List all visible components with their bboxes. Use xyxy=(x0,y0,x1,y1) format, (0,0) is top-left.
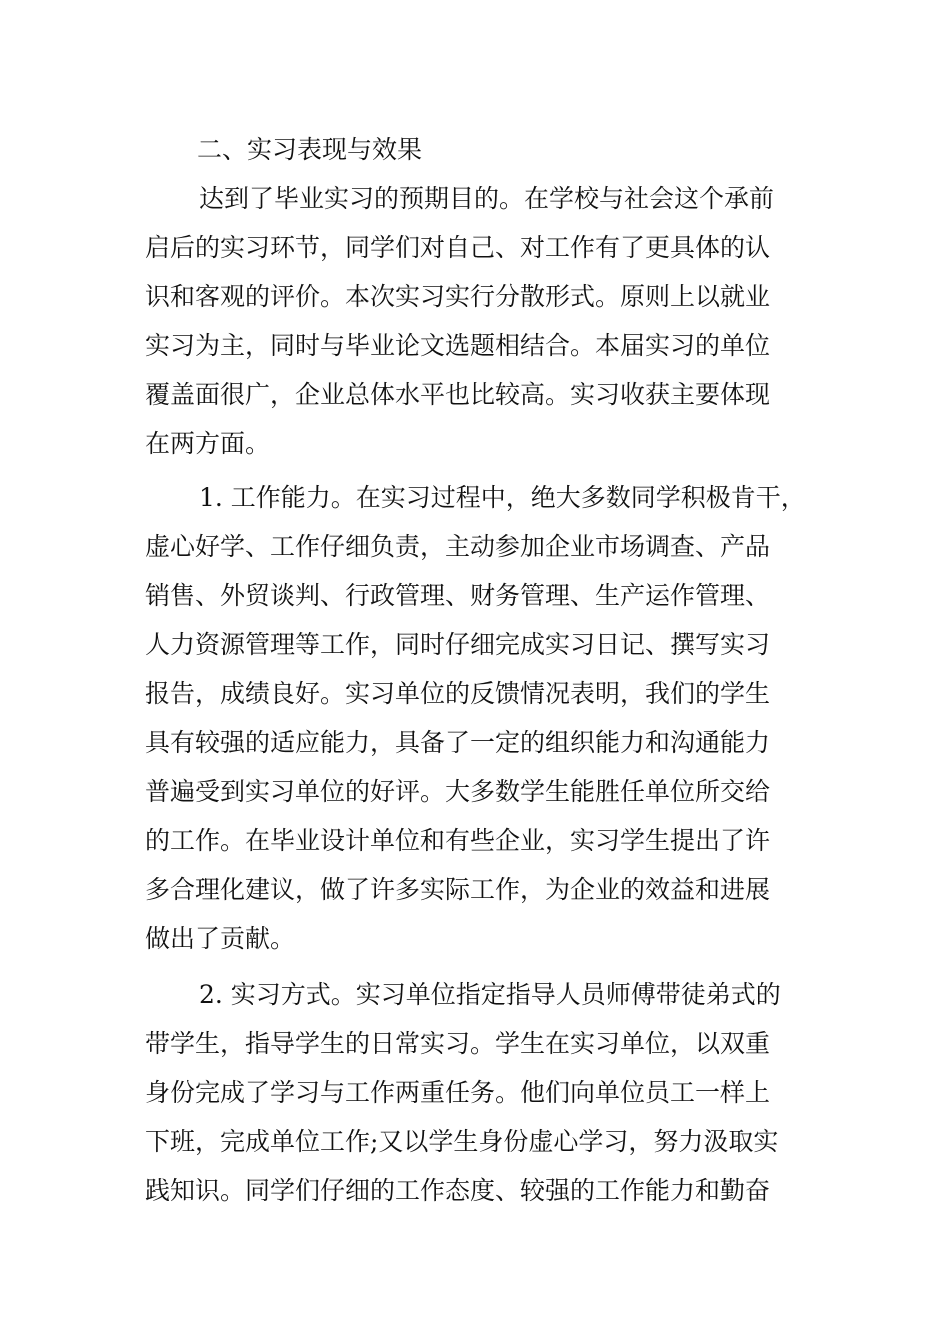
paragraph-line: 身份完成了学习与工作两重任务。他们向单位员工一样上 xyxy=(145,1078,771,1107)
paragraph-line: 实习为主，同时与毕业论文选题相结合。本届实习的单位 xyxy=(145,331,771,360)
paragraph-line: 2. 实习方式。实习单位指定指导人员师傅带徒弟式的 xyxy=(199,980,781,1009)
paragraph-line: 销售、外贸谈判、行政管理、财务管理、生产运作管理、 xyxy=(145,581,771,610)
paragraph-line: 践知识。同学们仔细的工作态度、较强的工作能力和勤奋 xyxy=(145,1176,771,1205)
paragraph-line: 报告，成绩良好。实习单位的反馈情况表明，我们的学生 xyxy=(145,679,771,708)
section-heading: 二、实习表现与效果 xyxy=(197,135,423,164)
paragraph-line: 覆盖面很广，企业总体水平也比较高。实习收获主要体现 xyxy=(145,380,771,409)
paragraph-line: 虚心好学、工作仔细负责，主动参加企业市场调查、产品 xyxy=(145,532,771,561)
paragraph-line: 1. 工作能力。在实习过程中，绝大多数同学积极肯干， xyxy=(199,483,806,512)
paragraph-line: 普遍受到实习单位的好评。大多数学生能胜任单位所交给 xyxy=(145,777,771,806)
paragraph-line: 下班，完成单位工作;又以学生身份虚心学习，努力汲取实 xyxy=(145,1127,779,1156)
paragraph-line: 多合理化建议，做了许多实际工作，为企业的效益和进展 xyxy=(145,875,771,904)
paragraph-line: 人力资源管理等工作，同时仔细完成实习日记、撰写实习 xyxy=(145,630,771,659)
paragraph-line: 识和客观的评价。本次实习实行分散形式。原则上以就业 xyxy=(145,282,771,311)
paragraph-line: 达到了毕业实习的预期目的。在学校与社会这个承前 xyxy=(199,184,775,213)
paragraph-line: 具有较强的适应能力，具备了一定的组织能力和沟通能力 xyxy=(145,728,771,757)
paragraph-line: 启后的实习环节，同学们对自己、对工作有了更具体的认 xyxy=(145,233,771,262)
paragraph-line: 带学生，指导学生的日常实习。学生在实习单位，以双重 xyxy=(145,1029,771,1058)
paragraph-line: 做出了贡献。 xyxy=(145,924,296,953)
paragraph-line: 的工作。在毕业设计单位和有些企业，实习学生提出了许 xyxy=(145,826,771,855)
paragraph-line: 在两方面。 xyxy=(145,429,271,458)
